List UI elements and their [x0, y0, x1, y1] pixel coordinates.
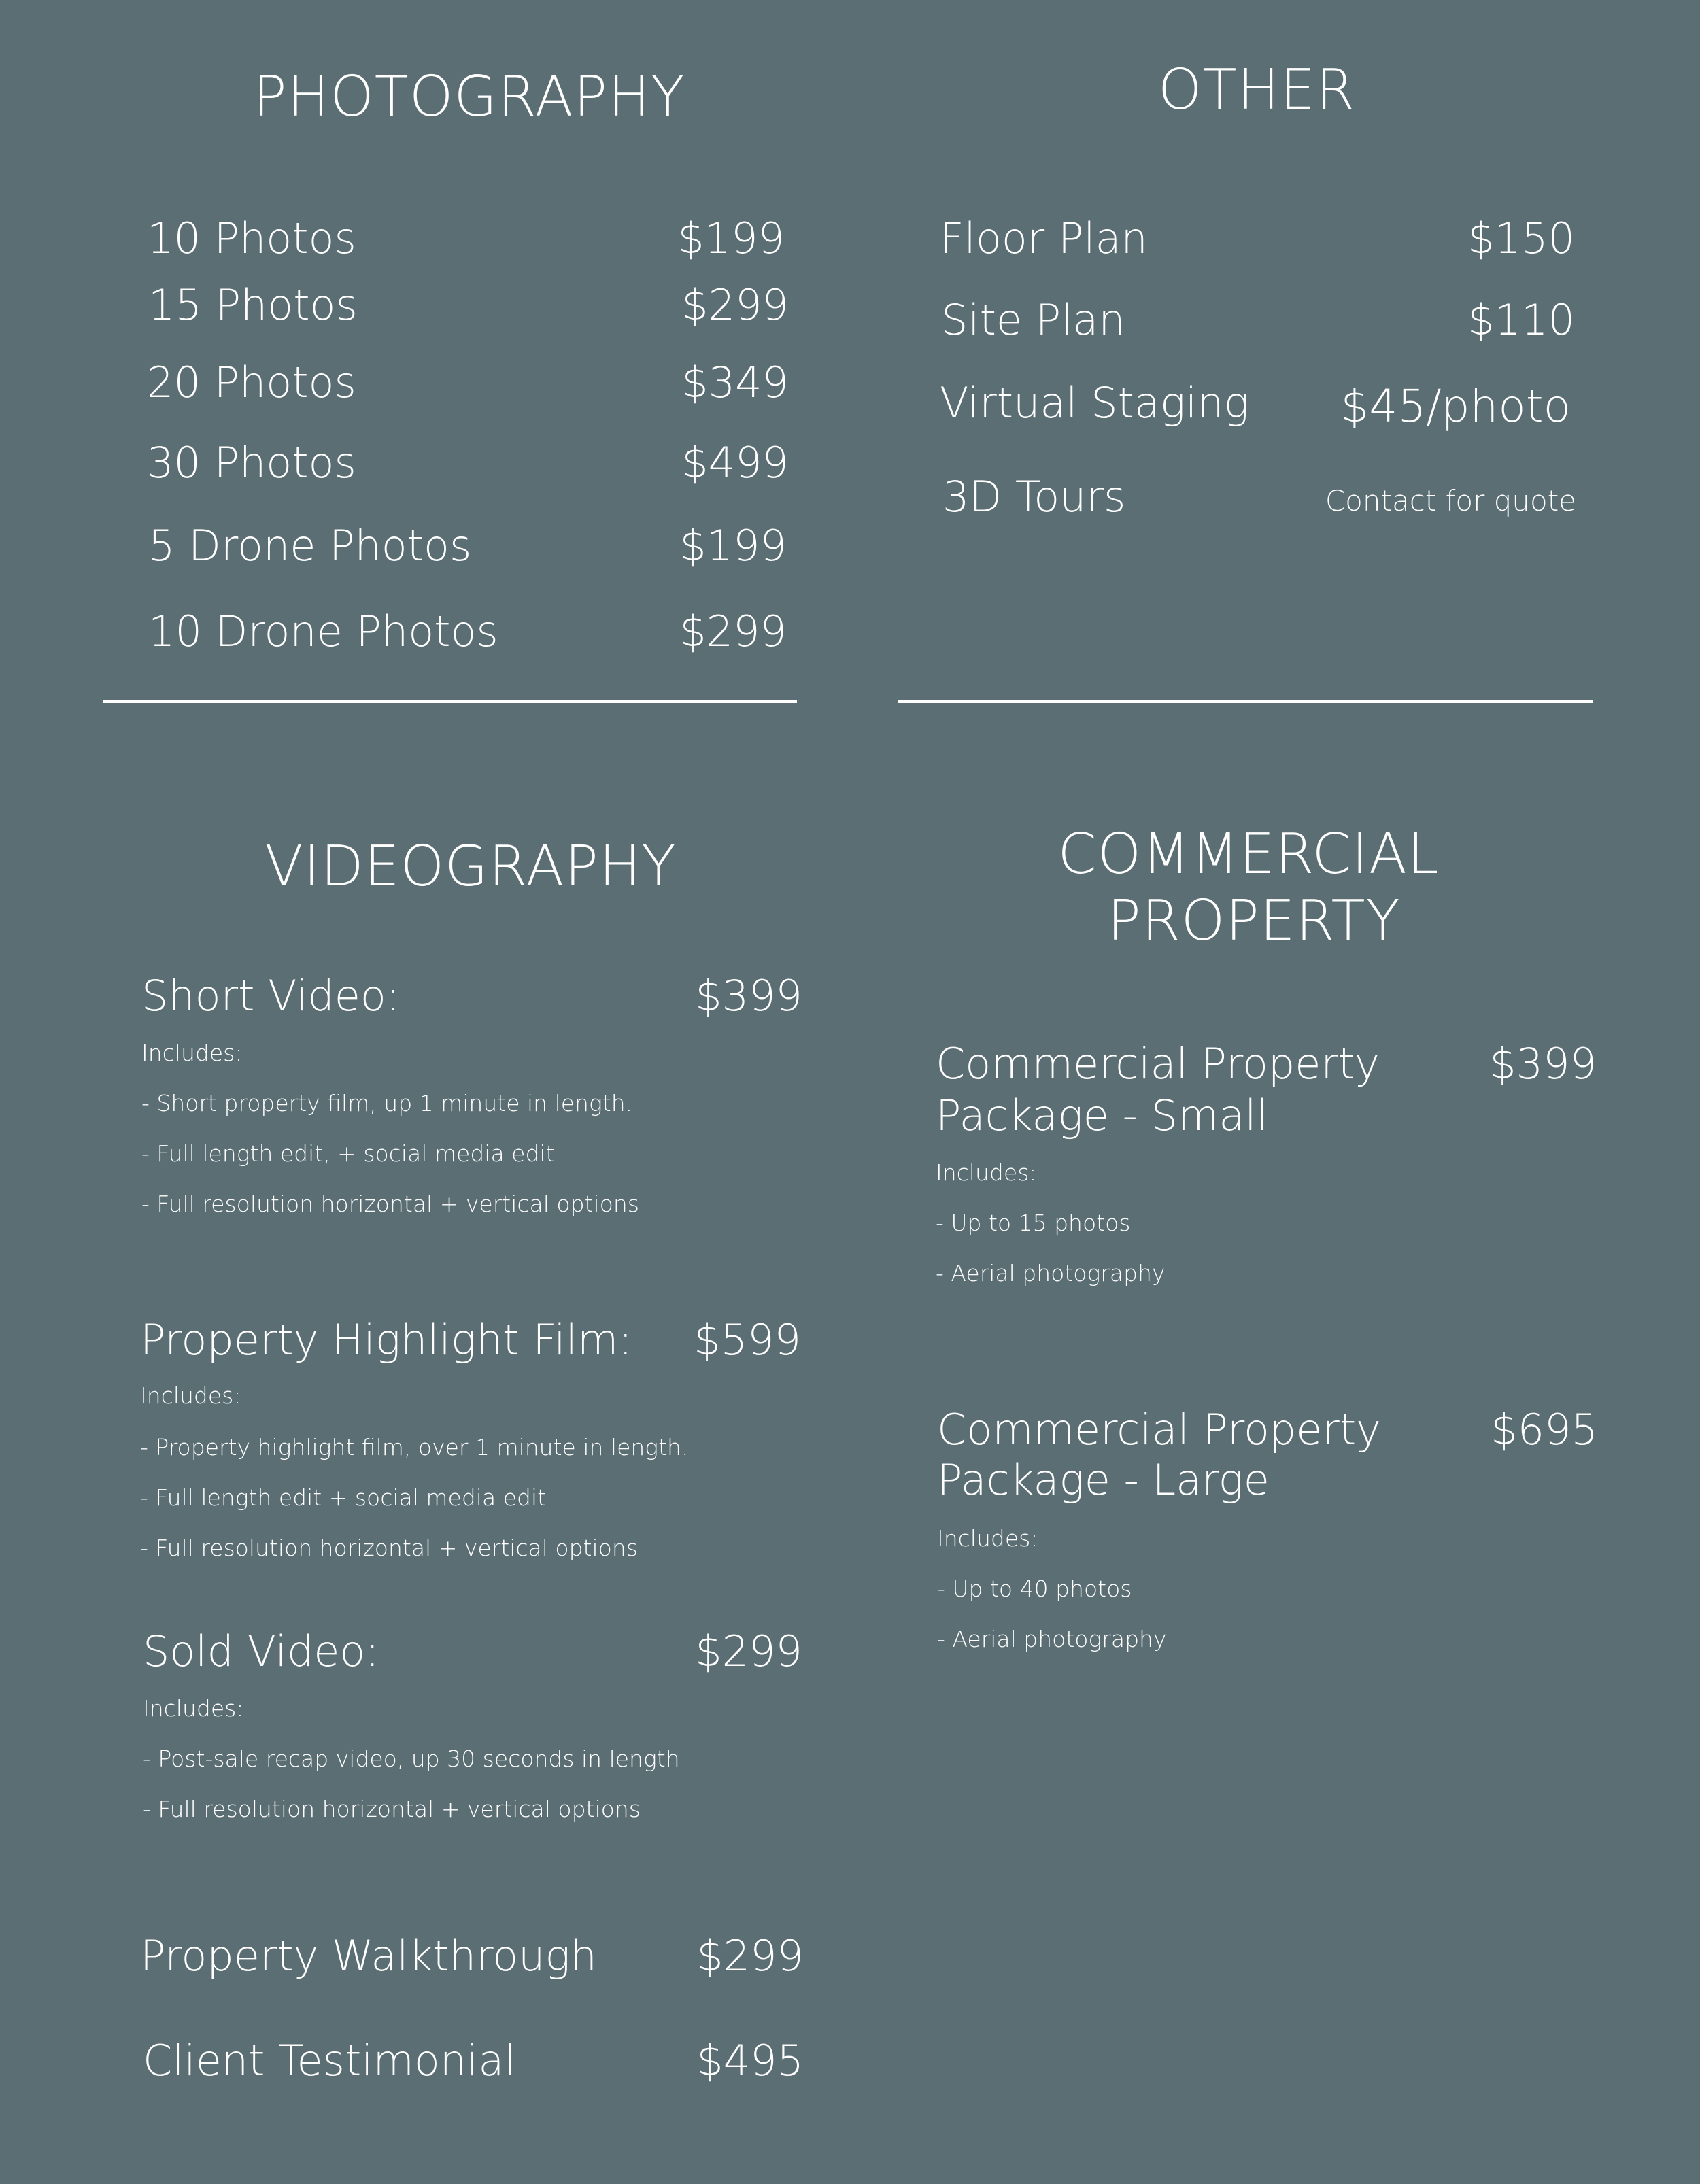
- photography-item-price: $199: [677, 214, 785, 263]
- photography-heading: PHOTOGRAPHY: [253, 65, 685, 129]
- video-package-detail: - Full resolution horizontal + vertical options: [140, 1535, 638, 1561]
- video-package-detail: - Full resolution horizontal + vertical options: [141, 1191, 639, 1217]
- commercial-package-detail: - Up to 40 photos: [937, 1575, 1132, 1602]
- commercial-package-detail: - Aerial photography: [937, 1626, 1167, 1652]
- video-extra-price: $495: [696, 2036, 804, 2085]
- commercial-heading-line2: PROPERTY: [1107, 889, 1401, 953]
- other-item-price: $150: [1467, 214, 1575, 263]
- video-package-name: Short Video:: [141, 971, 401, 1021]
- other-heading: OTHER: [1157, 58, 1356, 122]
- photography-item-name: 20 Photos: [147, 358, 356, 407]
- photography-divider: [103, 700, 797, 703]
- video-package-detail: - Post-sale recap video, up 30 seconds in length: [143, 1745, 680, 1772]
- commercial-package-name: Package - Large: [937, 1455, 1270, 1505]
- video-package-price: $599: [694, 1315, 801, 1365]
- other-item-price: Contact for quote: [1325, 484, 1576, 517]
- photography-item-price: $299: [681, 280, 789, 330]
- photography-item-price: $199: [679, 521, 787, 570]
- videography-heading: VIDEOGRAPHY: [265, 834, 677, 899]
- commercial-package-detail: - Aerial photography: [936, 1260, 1166, 1286]
- video-package-detail: - Full length edit + social media edit: [140, 1484, 547, 1511]
- video-package-detail: - Property highlight film, over 1 minute in length.: [140, 1434, 689, 1461]
- video-package-detail: - Full resolution horizontal + vertical options: [143, 1796, 641, 1822]
- commercial-package-includes: Includes:: [936, 1159, 1037, 1186]
- photography-item-name: 30 Photos: [147, 438, 356, 488]
- video-package-includes: Includes:: [143, 1695, 244, 1722]
- other-divider: [898, 700, 1593, 703]
- commercial-package-price: $695: [1491, 1405, 1598, 1454]
- commercial-package-name: Commercial Property: [937, 1405, 1381, 1454]
- photography-item-price: $349: [681, 358, 789, 407]
- video-package-price: $299: [695, 1626, 802, 1676]
- other-item-name: 3D Tours: [942, 472, 1126, 522]
- video-package-detail: - Short property film, up 1 minute in length.: [141, 1090, 633, 1116]
- photography-item-name: 15 Photos: [148, 280, 358, 330]
- photography-item-price: $299: [679, 607, 787, 656]
- commercial-heading-line1: COMMERCIAL: [1057, 822, 1440, 887]
- commercial-package-includes: Includes:: [937, 1525, 1038, 1552]
- commercial-package-detail: - Up to 15 photos: [936, 1210, 1131, 1236]
- other-item-price: $110: [1467, 295, 1575, 345]
- photography-item-name: 10 Photos: [147, 214, 356, 263]
- commercial-package-name: Commercial Property: [936, 1039, 1380, 1089]
- video-package-name: Property Highlight Film:: [140, 1315, 633, 1365]
- other-item-name: Site Plan: [941, 295, 1125, 345]
- photography-item-price: $499: [681, 438, 789, 488]
- commercial-package-name: Package - Small: [936, 1091, 1268, 1140]
- video-package-name: Sold Video:: [143, 1626, 380, 1676]
- video-package-price: $399: [695, 971, 802, 1021]
- video-extra-name: Property Walkthrough: [140, 1931, 597, 1981]
- video-package-includes: Includes:: [141, 1040, 243, 1066]
- other-item-price: $45/photo: [1340, 380, 1571, 432]
- video-extra-price: $299: [696, 1931, 804, 1981]
- other-item-name: Floor Plan: [940, 214, 1148, 263]
- photography-item-name: 5 Drone Photos: [148, 521, 472, 570]
- other-item-name: Virtual Staging: [940, 378, 1249, 428]
- video-package-includes: Includes:: [140, 1382, 241, 1409]
- photography-item-name: 10 Drone Photos: [148, 607, 498, 656]
- commercial-package-price: $399: [1489, 1039, 1597, 1089]
- video-extra-name: Client Testimonial: [143, 2036, 516, 2085]
- video-package-detail: - Full length edit, + social media edit: [141, 1140, 555, 1167]
